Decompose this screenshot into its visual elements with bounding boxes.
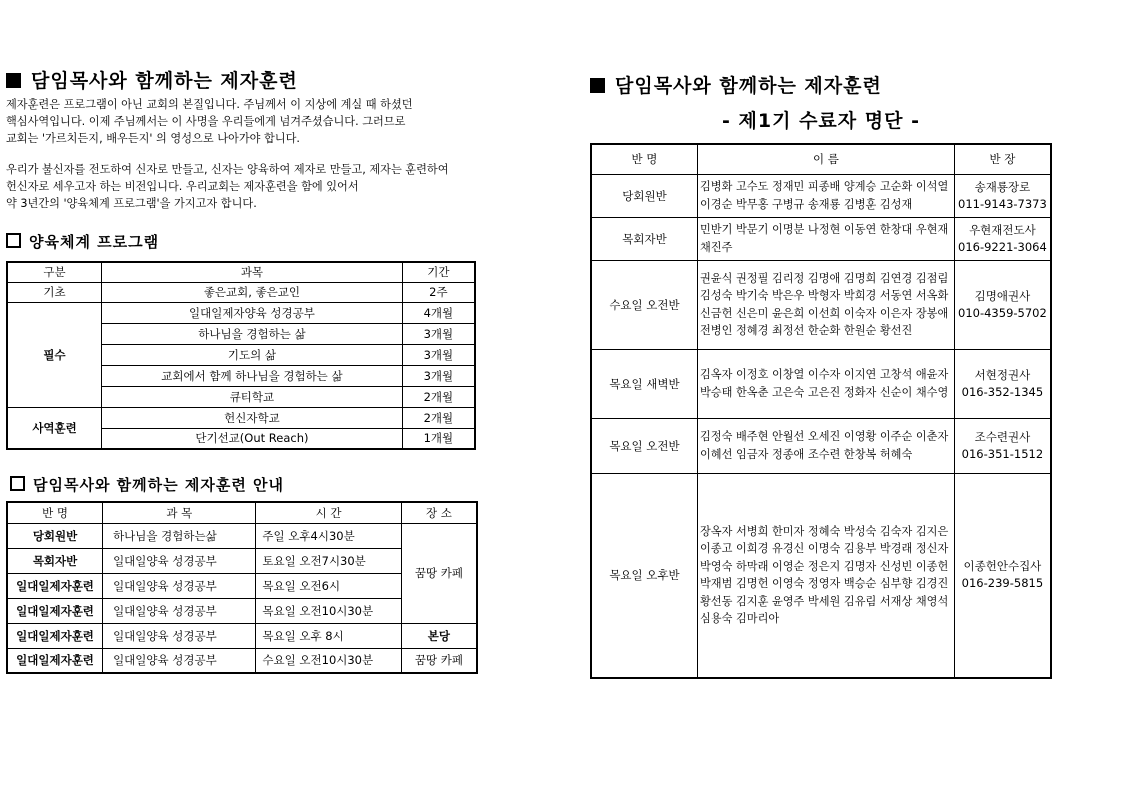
square-bullet-icon bbox=[6, 73, 21, 88]
table-row bbox=[591, 260, 1051, 349]
class-cell: 당회원반 bbox=[7, 523, 103, 548]
intro-line: 약 3년간의 '양육체계 프로그램'을 가지고자 합니다. bbox=[6, 197, 257, 210]
subject-cell: 하나님을 경험하는삶 bbox=[103, 523, 256, 548]
program-table bbox=[6, 261, 476, 450]
intro-line: 핵심사역입니다. 이제 주님께서는 이 사명을 우리들에게 넘겨주셨습니다. 그러므로 bbox=[6, 115, 406, 128]
period-cell: 2개월 bbox=[402, 407, 475, 428]
hollow-square-bullet-icon bbox=[6, 233, 21, 248]
period-cell: 3개월 bbox=[402, 365, 475, 386]
guide-heading bbox=[10, 474, 284, 495]
hollow-square-bullet-icon bbox=[10, 476, 25, 491]
course-cell: 교회에서 함께 하나님을 경험하는 삶 bbox=[102, 365, 403, 386]
names-cell: 장옥자 서병희 한미자 정혜숙 박성숙 김숙자 김지은 이종고 이희경 유경신 이명숙 김용부 박경래 정신자 박영숙 하막래 이영순 정은지 김명자 신성빈 이종헌 박재범 김명헌 이영숙 정영자 백승순 심부향 김경진 황선동 김지훈 윤영주 박세원 김유림 서재상 채영석 심용숙 김마리아 bbox=[697, 473, 954, 678]
leader-phone: 016-351-1512 bbox=[961, 446, 1044, 461]
class-cell: 일대일제자훈련 bbox=[7, 648, 103, 673]
class-cell: 당회원반 bbox=[591, 174, 697, 217]
period-cell: 1개월 bbox=[402, 428, 475, 449]
subject-cell: 일대일양육 성경공부 bbox=[103, 648, 256, 673]
table-row bbox=[591, 473, 1051, 678]
intro-line: 헌신자로 세우고자 하는 비전입니다. 우리교회는 제자훈련을 함에 있어서 bbox=[6, 180, 359, 193]
class-cell: 목요일 오후반 bbox=[591, 473, 697, 678]
program-heading bbox=[6, 231, 159, 252]
program-heading-text: 양육체계 프로그램 bbox=[29, 233, 160, 251]
subject-cell: 일대일양육 성경공부 bbox=[103, 623, 256, 648]
table-row bbox=[7, 623, 477, 648]
class-cell: 수요일 오전반 bbox=[591, 260, 697, 349]
leader-cell bbox=[954, 349, 1051, 418]
guide-header-row bbox=[7, 502, 477, 523]
place-cell: 꿈땅 카페 bbox=[401, 523, 477, 623]
period-cell: 3개월 bbox=[402, 323, 475, 344]
table-row bbox=[7, 648, 477, 673]
left-page-title bbox=[6, 66, 298, 93]
table-row bbox=[591, 174, 1051, 217]
left-title-text: 담임목사와 함께하는 제자훈련 bbox=[31, 70, 298, 92]
leader-phone: 010-4359-5702 bbox=[958, 305, 1047, 320]
table-row bbox=[7, 407, 475, 428]
leader-phone: 011-9143-7373 bbox=[958, 196, 1047, 211]
subject-cell: 일대일양육 성경공부 bbox=[103, 548, 256, 573]
names-cell: 민반기 박문기 이명분 나정현 이동연 한창대 우현재 채진주 bbox=[697, 217, 954, 260]
right-page-title bbox=[590, 71, 882, 98]
header-period: 기간 bbox=[402, 262, 475, 282]
header-leader: 반 장 bbox=[954, 144, 1051, 174]
subject-cell: 일대일양육 성경공부 bbox=[103, 573, 256, 598]
names-cell: 권윤식 권정필 김리정 김명애 김명희 김연경 김점림 김성숙 박기숙 박은우 박형자 박희경 서동연 서옥화 신금헌 신은미 윤은희 이선희 이숙자 이은자 장봉애 전병인 정혜경 최정선 한순화 한원순 황선진 bbox=[697, 260, 954, 349]
intro-line: 제자훈련은 프로그램이 아닌 교회의 본질입니다. 주님께서 이 지상에 계실 때 하셨던 bbox=[6, 98, 413, 111]
header-class: 반 명 bbox=[591, 144, 697, 174]
table-row bbox=[591, 217, 1051, 260]
time-cell: 수요일 오전10시30분 bbox=[256, 648, 401, 673]
place-cell: 꿈땅 카페 bbox=[401, 648, 477, 673]
category-cell: 필수 bbox=[7, 302, 102, 407]
header-class: 반 명 bbox=[7, 502, 103, 523]
right-title-text: 담임목사와 함께하는 제자훈련 bbox=[615, 75, 882, 97]
category-cell: 기초 bbox=[7, 282, 102, 302]
program-header-row bbox=[7, 262, 475, 282]
class-cell: 일대일제자훈련 bbox=[7, 573, 103, 598]
leader-name: 송재룡장로 bbox=[974, 179, 1031, 194]
class-cell: 일대일제자훈련 bbox=[7, 598, 103, 623]
period-cell: 3개월 bbox=[402, 344, 475, 365]
guide-heading-text: 담임목사와 함께하는 제자훈련 안내 bbox=[33, 476, 285, 494]
leader-name: 이종헌안수집사 bbox=[963, 559, 1042, 574]
course-cell: 큐티학교 bbox=[102, 386, 403, 407]
intro-line: 우리가 불신자를 전도하여 신자로 만들고, 신자는 양육하여 제자로 만들고, 제자는 훈련하여 bbox=[6, 163, 449, 176]
course-cell: 좋은교회, 좋은교인 bbox=[102, 282, 403, 302]
class-cell: 목요일 오전반 bbox=[591, 418, 697, 473]
class-cell: 목요일 새벽반 bbox=[591, 349, 697, 418]
intro-paragraph-2 bbox=[6, 161, 449, 212]
leader-phone: 016-9221-3064 bbox=[958, 239, 1047, 254]
table-row bbox=[591, 418, 1051, 473]
names-cell: 김병화 고수도 정재민 피종배 양계승 고순화 이석열 이경순 박무홍 구병규 송재룡 김병훈 김성재 bbox=[697, 174, 954, 217]
leader-phone: 016-352-1345 bbox=[961, 384, 1044, 399]
right-page-subtitle: - 제1기 수료자 명단 - bbox=[722, 110, 920, 132]
time-cell: 토요일 오전7시30분 bbox=[256, 548, 401, 573]
leader-name: 서현정권사 bbox=[974, 367, 1031, 382]
subject-cell: 일대일양육 성경공부 bbox=[103, 598, 256, 623]
course-cell: 하나님을 경험하는 삶 bbox=[102, 323, 403, 344]
header-place: 장 소 bbox=[401, 502, 477, 523]
square-bullet-icon bbox=[590, 78, 605, 93]
guide-table bbox=[6, 501, 478, 674]
table-row bbox=[7, 523, 477, 548]
class-cell: 목회자반 bbox=[591, 217, 697, 260]
table-row bbox=[7, 302, 475, 323]
period-cell: 2주 bbox=[402, 282, 475, 302]
leader-cell bbox=[954, 174, 1051, 217]
header-subject: 과 목 bbox=[103, 502, 256, 523]
time-cell: 주일 오후4시30분 bbox=[256, 523, 401, 548]
header-category: 구분 bbox=[7, 262, 102, 282]
graduates-header-row bbox=[591, 144, 1051, 174]
leader-name: 우현재전도사 bbox=[969, 222, 1036, 237]
time-cell: 목요일 오전10시30분 bbox=[256, 598, 401, 623]
header-course: 과목 bbox=[102, 262, 403, 282]
header-names: 이 름 bbox=[697, 144, 954, 174]
intro-paragraph-1 bbox=[6, 96, 413, 147]
leader-phone: 016-239-5815 bbox=[961, 576, 1044, 591]
intro-line: 교회는 '가르치든지, 배우든지' 의 영성으로 나아가야 합니다. bbox=[6, 132, 300, 145]
class-cell: 일대일제자훈련 bbox=[7, 623, 103, 648]
course-cell: 기도의 삶 bbox=[102, 344, 403, 365]
time-cell: 목요일 오후 8시 bbox=[256, 623, 401, 648]
course-cell: 일대일제자양육 성경공부 bbox=[102, 302, 403, 323]
leader-cell bbox=[954, 418, 1051, 473]
names-cell: 김옥자 이정호 이창열 이수자 이지연 고창석 애윤자 박승태 한옥춘 고은숙 고은진 정화자 신순이 채수영 bbox=[697, 349, 954, 418]
course-cell: 단기선교(Out Reach) bbox=[102, 428, 403, 449]
period-cell: 2개월 bbox=[402, 386, 475, 407]
table-row bbox=[7, 282, 475, 302]
leader-cell bbox=[954, 473, 1051, 678]
period-cell: 4개월 bbox=[402, 302, 475, 323]
leader-name: 조수련권사 bbox=[974, 429, 1031, 444]
header-time: 시 간 bbox=[256, 502, 401, 523]
class-cell: 목회자반 bbox=[7, 548, 103, 573]
course-cell: 헌신자학교 bbox=[102, 407, 403, 428]
leader-cell bbox=[954, 217, 1051, 260]
place-cell: 본당 bbox=[401, 623, 477, 648]
leader-name: 김명애권사 bbox=[974, 288, 1031, 303]
leader-cell bbox=[954, 260, 1051, 349]
graduates-table bbox=[590, 143, 1052, 679]
names-cell: 김정숙 배주현 안월선 오세진 이영황 이주순 이춘자 이혜선 임금자 정종애 조수련 한창복 허혜숙 bbox=[697, 418, 954, 473]
time-cell: 목요일 오전6시 bbox=[256, 573, 401, 598]
category-cell: 사역훈련 bbox=[7, 407, 102, 449]
table-row bbox=[591, 349, 1051, 418]
